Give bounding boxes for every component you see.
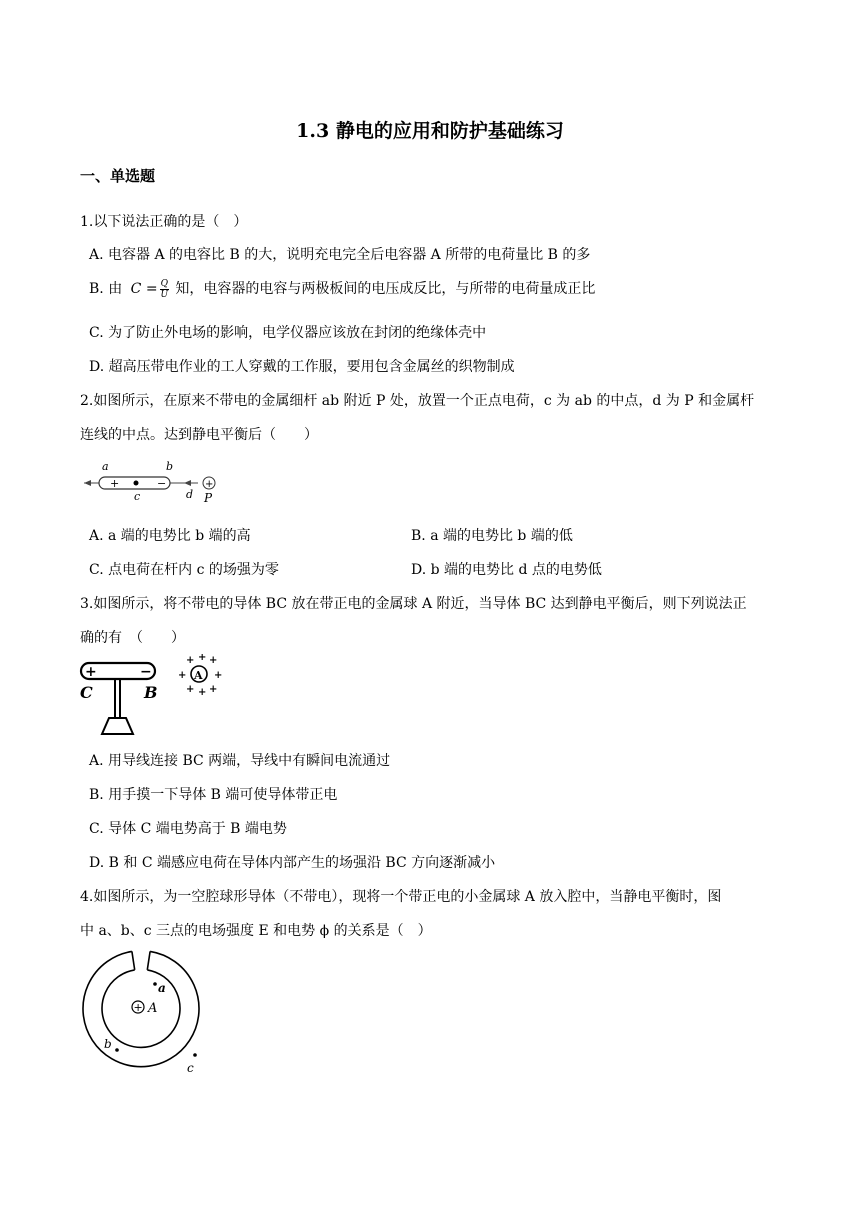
q3-option-b: B. 用手摸一下导体 B 端可使导体带正电: [89, 787, 338, 803]
ball-plus: +: [198, 654, 207, 663]
q4-stem-line1: 4.如图所示，为一空腔球形导体（不带电），现将一个带正电的小金属球 A 放入腔中，当静电平衡时，图: [80, 889, 722, 905]
label-ball-a: A: [148, 1001, 158, 1016]
rod-plus: +: [110, 477, 120, 490]
q2-option-a: A. a 端的电势比 b 端的高: [89, 528, 251, 544]
section-heading: 一、单选题: [80, 167, 156, 185]
formula-lhs: C =: [130, 281, 158, 297]
formula-fraction: [160, 279, 169, 300]
formula-denominator: U: [160, 289, 169, 300]
q2-option-b: B. a 端的电势比 b 端的低: [411, 528, 573, 544]
q2-figure-rod: [80, 458, 230, 508]
label-c: c: [134, 490, 141, 503]
label-ball-a: A: [194, 669, 203, 682]
q3-option-d: D. B 和 C 端感应电荷在导体内部产生的场强沿 BC 方向逐渐减小: [89, 855, 496, 871]
q2-option-c: C. 点电荷在杆内 c 的场强为零: [89, 562, 279, 578]
point-c-dot: [193, 1053, 197, 1057]
label-b-end: B: [144, 683, 158, 702]
q2-stem-line1: 2.如图所示，在原来不带电的金属细杆 ab 附近 P 处，放置一个正点电荷，c 为 ab 的中点，d 为 P 和金属杆: [80, 393, 755, 409]
q4-stem-line2: 中 a、b、c 三点的电场强度 E 和电势 ϕ 的关系是（ ）: [80, 923, 432, 939]
label-c-end: C: [80, 683, 93, 702]
ball-plus: +: [209, 655, 218, 666]
q2-stem-line2: 连线的中点。达到静电平衡后（ ）: [80, 427, 318, 443]
rod-minus: −: [157, 477, 167, 490]
ball-plus: +: [214, 670, 223, 681]
label-b: b: [166, 460, 174, 473]
q1-option-d: D. 超高压带电作业的工人穿戴的工作服，要用包含金属丝的织物制成: [89, 359, 515, 375]
q3-option-a: A. 用导线连接 BC 两端，导线中有瞬间电流通过: [89, 753, 391, 769]
label-d: d: [186, 488, 194, 501]
label-p: P: [204, 491, 213, 505]
q4-figure-hollow-sphere: [76, 948, 216, 1078]
label-point-b: b: [104, 1037, 112, 1051]
q1-stem: 1.以下说法正确的是（ ）: [80, 214, 248, 230]
q3-stem-line2: 确的有 （ ）: [80, 630, 185, 646]
ball-a-plus: +: [133, 1001, 143, 1014]
ball-plus: +: [186, 684, 195, 695]
label-point-c: c: [187, 1061, 194, 1075]
label-point-a: a: [158, 981, 166, 995]
point-a-dot: [153, 982, 157, 986]
page-title: 1.3 静电的应用和防护基础练习: [296, 120, 564, 142]
q1-option-b-suffix: 知，电容器的电容与两极板间的电压成反比，与所带的电荷量成正比: [175, 281, 596, 297]
ball-plus: +: [209, 684, 218, 695]
q1-option-a: A. 电容器 A 的电容比 B 的大，说明充电完全后电容器 A 所带的电荷量比 B 的多: [89, 247, 591, 263]
label-a: a: [102, 460, 109, 473]
ball-plus: +: [198, 687, 207, 698]
conductor-plus: +: [85, 664, 97, 680]
ball-plus: +: [178, 670, 187, 681]
q1-option-b-prefix: B. 由: [89, 281, 123, 297]
charge-p-plus: +: [205, 479, 214, 490]
conductor-minus: −: [140, 664, 152, 680]
q1-option-b: [89, 278, 595, 300]
formula-numerator: Q: [160, 278, 168, 289]
q2-option-d: D. b 端的电势比 d 点的电势低: [411, 562, 602, 578]
q3-option-c: C. 导体 C 端电势高于 B 端电势: [89, 821, 287, 837]
q3-figure-conductor: [76, 654, 226, 738]
point-b-dot: [115, 1048, 119, 1052]
ball-plus: +: [186, 655, 195, 666]
q1-option-c: C. 为了防止外电场的影响，电学仪器应该放在封闭的绝缘体壳中: [89, 325, 487, 341]
rod-center-dot: [134, 481, 139, 486]
q3-stem-line1: 3.如图所示，将不带电的导体 BC 放在带正电的金属球 A 附近，当导体 BC 达到静电平衡后，则下列说法正: [80, 596, 747, 612]
